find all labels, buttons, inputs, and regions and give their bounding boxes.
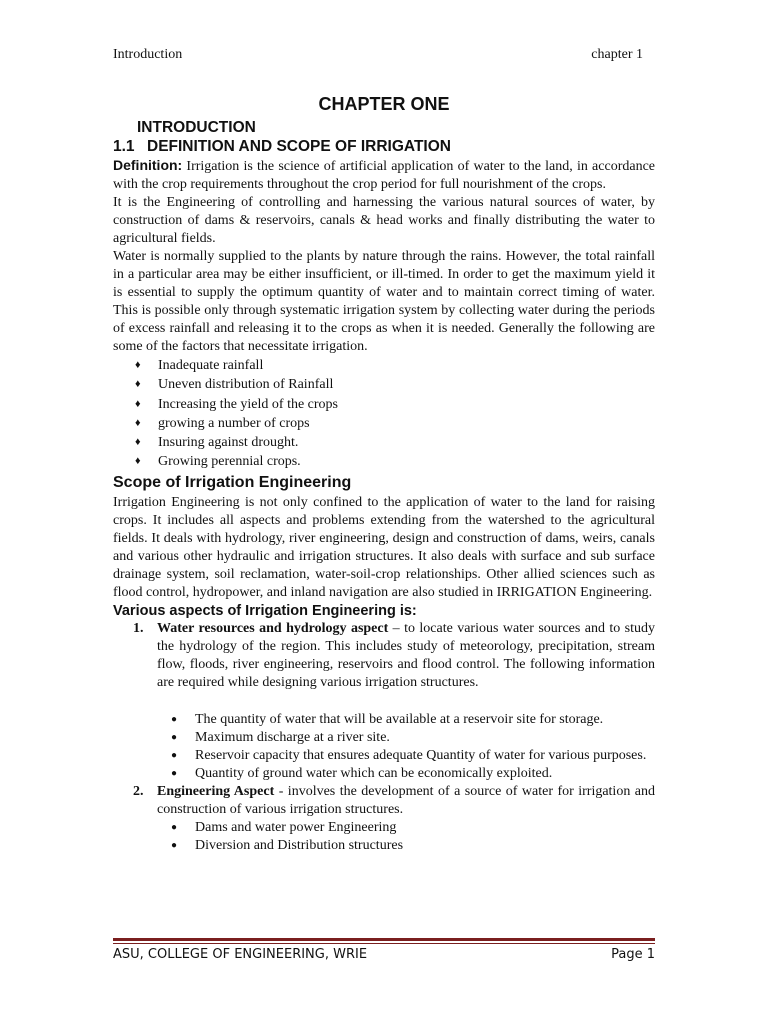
list-item: ● Reservoir capacity that ensures adequate Quantity of water for various purposes. — [171, 747, 655, 765]
aspect-number: 2. — [133, 783, 144, 799]
running-header-right: chapter 1 — [591, 47, 643, 62]
aspect-text: – to locate various water sources and to study the hydrology of the region. This includes study of meteorology, precipitation, stream flow, floods, river engineering, reservoirs and flood control. The following information are required while designing various irrigation structures. — [157, 620, 655, 690]
footer-rule-thin — [113, 943, 655, 944]
scope-paragraph: Irrigation Engineering is not only confined to the application of water to the land for raising crops. It includes all aspects and problems extending from the watershed to the agricultural fields. It deals with hydrology, river engineering, design and construction of dams, weirs, canals and various other hydraulic and irrigation structures. It also deals with surface and sub surface drainage system, soil reclamation, water-soil-crop relationships. Other allied sciences such as flood control, hydropower, and inland navigation are also studied in IRRIGATION Engineering. — [113, 494, 655, 600]
list-item: ● The quantity of water that will be available at a reservoir site for storage. — [171, 711, 655, 729]
section-number: 1.1 — [113, 138, 135, 155]
footer-left: ASU, COLLEGE OF ENGINEERING, WRIE — [113, 947, 368, 962]
chapter-title: CHAPTER ONE — [318, 94, 450, 114]
aspects-list — [113, 620, 655, 855]
running-header-left: Introduction — [113, 47, 183, 62]
page-number: Page 1 — [611, 947, 655, 962]
aspect-item-water — [133, 620, 655, 783]
spacer — [157, 692, 655, 711]
info-list — [157, 711, 655, 783]
definition-text: Irrigation is the science of artificial application of water to the land, in accordance with the crop requirements throughout the crop period for full nourishment of the crops. — [113, 159, 655, 192]
list-item: ♦ Inadequate rainfall — [135, 356, 655, 375]
list-item: ● Maximum discharge at a river site. — [171, 729, 655, 747]
list-item: ♦ Growing perennial crops. — [135, 452, 655, 471]
structures-list — [157, 819, 655, 855]
intro-heading: INTRODUCTION — [137, 119, 256, 136]
list-item: ♦ Increasing the yield of the crops — [135, 395, 655, 414]
aspects-heading: Various aspects of Irrigation Engineering is: — [113, 602, 417, 619]
aspect-text: - involves the development of a source of water for irrigation and construction of various irrigation structures. — [157, 783, 655, 817]
list-item: ♦ Uneven distribution of Rainfall — [135, 375, 655, 394]
paragraph-rainfall: Water is normally supplied to the plants by nature through the rains. However, the total rainfall in a particular area may be either insufficient, or ill-timed. In order to get the maximum yield it is essential to supply the optimum quantity of water and to maintain correct timing of water. This is possible only through systematic irrigation system by collecting water during the periods of excess rainfall and releasing it to the crops as when it is needed. Generally the following are some of the factors that necessitate irrigation. — [113, 249, 655, 354]
aspect-number: 1. — [133, 620, 144, 636]
list-item: ● Dams and water power Engineering — [171, 819, 655, 837]
aspect-title: Engineering Aspect — [157, 783, 275, 799]
paragraph-engineering: It is the Engineering of controlling and harnessing the various natural sources of water, by construction of dams & reservoirs, canals & head works and finally distributing the water to agricultural fields. — [113, 195, 655, 246]
list-item: ● Quantity of ground water which can be economically exploited. — [171, 765, 655, 783]
list-item: ♦ Insuring against drought. — [135, 433, 655, 452]
definition-label: Definition: — [113, 157, 183, 173]
section-title: DEFINITION AND SCOPE OF IRRIGATION — [147, 138, 451, 155]
definition-paragraph — [113, 156, 655, 194]
list-item: ♦ growing a number of crops — [135, 414, 655, 433]
section-heading — [113, 137, 655, 156]
footer-rule — [113, 938, 655, 941]
aspect-item-engineering — [133, 783, 655, 855]
aspect-title: Water resources and hydrology aspect — [157, 620, 389, 636]
factors-list — [113, 356, 655, 472]
list-item: ● Diversion and Distribution structures — [171, 837, 655, 855]
page-content — [113, 118, 655, 855]
scope-heading: Scope of Irrigation Engineering — [113, 473, 352, 491]
